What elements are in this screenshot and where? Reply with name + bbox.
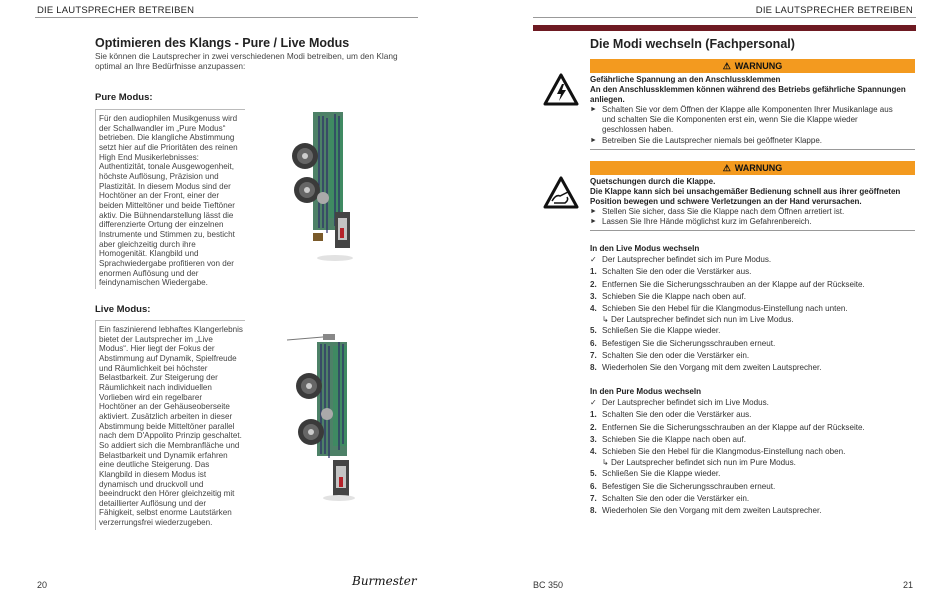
arrow-bullet-icon: ► — [590, 218, 597, 226]
procedure-step — [590, 446, 915, 458]
hand-crush-icon — [543, 176, 579, 210]
warning-body — [590, 73, 915, 150]
pure-mode-procedure — [590, 386, 915, 518]
indent — [590, 115, 602, 125]
body-text-line: High End Musikerlebnisses: — [99, 152, 199, 162]
right-page — [475, 0, 950, 605]
step-number: 4. — [590, 447, 597, 457]
body-text-line: aber gleichzeitig durch ihre — [99, 239, 196, 249]
step-text: Wiederholen Sie den Vorgang mit dem zweiten Lautsprecher. — [602, 506, 822, 516]
body-text-line: Belastbarkeit. Zur Steigerung der — [99, 373, 218, 383]
step-text: Schieben Sie den Hebel für die Klangmodus-Einstellung nach unten. — [602, 304, 848, 314]
body-text-line: Hochtöner an der Gehäuseoberseite — [99, 402, 230, 412]
warning-block-crush — [590, 161, 915, 231]
body-text-line: aktiv. Die Bühnendarstellung lässt die — [99, 210, 234, 220]
intro-line: optimal an Ihre Bedürfnisse anzupassen: — [95, 61, 246, 72]
step-text: Entfernen Sie die Sicherungsschrauben an der Klappe auf der Rückseite. — [602, 422, 865, 432]
procedure-step — [590, 350, 915, 362]
body-text-line: beeindruckt den Hörer gleichzeitig mit — [99, 489, 235, 499]
speaker-pure-mode-illustration — [285, 108, 355, 268]
warning-label: WARNUNG — [734, 163, 783, 173]
procedure-title: In den Pure Modus wechseln — [590, 387, 702, 396]
arrow-bullet-icon: ► — [590, 208, 597, 216]
body-text-line: beiden Mitteltöner und beide Tieftöner — [99, 200, 235, 210]
body-text-line: und Räumlichkeit bei höchster — [99, 363, 208, 373]
warning-triangle-icon: ⚠ — [722, 163, 731, 173]
body-text-line: Sprachwiedergabe profitieren von der — [99, 258, 234, 268]
step-number: 1. — [590, 410, 597, 420]
procedure-step — [590, 303, 915, 315]
warning-action-text: und schalten Sie die Komponenten erst ein, wenn Sie die Klappe wieder — [602, 115, 858, 125]
step-number: 5. — [590, 469, 597, 479]
procedure-step — [590, 505, 915, 517]
warning-action-line — [590, 125, 915, 135]
body-text-line: betrieben. Die klangliche Abstimmung — [99, 133, 235, 143]
warning-action-text: Stellen Sie sicher, dass Sie die Klappe nach dem Öffnen arretiert ist. — [602, 207, 845, 217]
step-number: 3. — [590, 434, 597, 444]
step-result-text: Der Lautsprecher befindet sich nun im Pure Modus. — [611, 458, 796, 468]
result-arrow-icon: ↳ — [602, 458, 612, 468]
warning-statement-line: Die Klappe kann sich bei unsachgemäßer Bedienung schnell aus ihrer geöffneten — [590, 187, 901, 197]
warning-title: Quetschungen durch die Klappe. — [590, 177, 716, 186]
step-text: Schieben Sie die Klappe nach oben auf. — [602, 434, 746, 444]
pure-mode-heading: Pure Modus: — [95, 92, 153, 103]
step-text: Schieben Sie die Klappe nach oben auf. — [602, 291, 746, 301]
body-text-line: aktiviert. Zusätzlich arbeiten in dieser — [99, 411, 233, 421]
body-text-line: verzerrungsfrei wiederzugeben. — [99, 518, 213, 528]
step-number: 7. — [590, 351, 597, 361]
step-result — [590, 315, 915, 325]
body-text-line: Für den audiophilen Musikgenuss wird — [99, 114, 238, 123]
body-text-line: So addiert sich die Membranfläche und — [99, 440, 240, 450]
step-text: Schließen Sie die Klappe wieder. — [602, 326, 721, 336]
body-text-line: Homogenität. Klangbild und — [99, 249, 199, 259]
body-text-line: Abstimmung beide Mitteltöner parallel — [99, 421, 235, 431]
procedure-step — [590, 422, 915, 434]
warning-action-line — [590, 136, 915, 146]
warning-action-text: geschlossen haben. — [602, 125, 674, 135]
live-mode-text — [95, 320, 245, 530]
page-number: 21 — [902, 580, 913, 590]
intro-text — [95, 51, 415, 72]
step-result — [590, 458, 915, 468]
body-text-line: Vorlieben wird ein regelbarer — [99, 392, 203, 402]
pure-mode-text — [95, 109, 245, 289]
warning-triangle-icon: ⚠ — [722, 61, 731, 71]
procedure-step — [590, 409, 915, 421]
body-text-line: Hochtöner an der Front, einer der — [99, 191, 220, 201]
step-number: 8. — [590, 363, 597, 373]
procedure-step — [590, 362, 915, 374]
precondition — [590, 254, 915, 266]
result-arrow-icon: ↳ — [602, 315, 612, 325]
checkmark-icon: ✓ — [590, 255, 597, 264]
body-text-line: setzt hier auf die Prioritäten des reinen — [99, 142, 238, 152]
body-text-line: Belastbarkeit und Dynamik erfahren — [99, 450, 228, 460]
header-rule — [35, 17, 418, 18]
procedure-step — [590, 266, 915, 278]
warning-statement-line: anliegen. — [590, 95, 625, 105]
warning-action-text: Schalten Sie vor dem Öffnen der Klappe alle Komponenten Ihrer Musikanlage aus — [602, 105, 893, 115]
body-text-line: dynamisch und druckvoll und — [99, 479, 204, 489]
body-text-line: Abstimmung auf Dynamik, Spielfreude — [99, 353, 237, 363]
step-text: Schalten Sie den oder die Verstärker ein. — [602, 351, 750, 361]
live-mode-procedure — [590, 243, 915, 375]
intro-line: Sie können die Lautsprecher in zwei verschiedenen Modi betreiben, um den Klang — [95, 51, 398, 61]
warning-label: WARNUNG — [734, 61, 783, 71]
precondition — [590, 397, 915, 409]
brand-logo: Burmester — [352, 574, 417, 588]
step-number: 8. — [590, 506, 597, 516]
arrow-bullet-icon: ► — [590, 106, 597, 114]
step-text: Befestigen Sie die Sicherungsschrauben erneut. — [602, 481, 776, 491]
live-mode-heading: Live Modus: — [95, 304, 151, 315]
model-name: BC 350 — [533, 580, 564, 590]
body-text-line: der Schallwandler im „Pure Modus“ — [99, 123, 226, 133]
accent-bar — [533, 25, 916, 31]
procedure-step — [590, 468, 915, 480]
warning-banner — [590, 59, 915, 73]
step-number: 2. — [590, 279, 597, 289]
page-number: 20 — [37, 580, 48, 590]
body-text-line: eine deutliche Steigerung. Das — [99, 460, 210, 470]
body-text-line: Instrumente und Stimmen zu, besticht — [99, 229, 235, 239]
warning-action-line — [590, 207, 915, 217]
step-text: Wiederholen Sie den Vorgang mit dem zweiten Lautsprecher. — [602, 363, 822, 373]
arrow-bullet-icon: ► — [590, 136, 597, 144]
warning-action-line — [590, 115, 915, 125]
procedure-step — [590, 493, 915, 505]
warning-title: Gefährliche Spannung an den Anschlussklemmen — [590, 75, 781, 84]
body-text-line: Modus“. Hier liegt der Fokus der — [99, 344, 215, 354]
step-text: Befestigen Sie die Sicherungsschrauben erneut. — [602, 338, 776, 348]
body-text-line: höchste Auflösung, Präzision und — [99, 171, 219, 181]
checkmark-icon: ✓ — [590, 398, 597, 407]
body-text-line: Ein faszinierend lebhaftes Klangerlebnis — [99, 325, 243, 334]
indent — [590, 125, 602, 135]
step-text: Schalten Sie den oder die Verstärker ein. — [602, 494, 750, 504]
step-number: 3. — [590, 291, 597, 301]
procedure-step — [590, 481, 915, 493]
step-number: 1. — [590, 267, 597, 277]
header-rule — [533, 17, 916, 18]
procedure-step — [590, 291, 915, 303]
warning-action-text: Betreiben Sie die Lautsprecher niemals bei geöffneter Klappe. — [602, 135, 822, 145]
step-number: 4. — [590, 304, 597, 314]
step-result-text: Der Lautsprecher befindet sich nun im Live Modus. — [611, 315, 794, 325]
body-text-line: enormen Auflösung und der — [99, 268, 199, 278]
procedure-step — [590, 338, 915, 350]
warning-block-voltage — [590, 59, 915, 150]
body-text-line: differenzierte Ortung der einzelnen — [99, 220, 224, 230]
page-title: Die Modi wechseln (Fachpersonal) — [590, 37, 795, 51]
procedure-step — [590, 325, 915, 337]
electric-shock-icon — [543, 73, 579, 107]
procedure-step — [590, 279, 915, 291]
warning-action-text: Lassen Sie Ihre Hände möglichst kurz im Gefahrenbereich. — [602, 217, 812, 227]
body-text-line: Plastizität. In diesem Modus sind der — [99, 181, 231, 191]
warning-statement-line: Position bewegen und schwere Verletzungen an der Hand verursachen. — [590, 197, 862, 207]
step-number: 6. — [590, 338, 597, 348]
step-text: Entfernen Sie die Sicherungsschrauben an der Klappe auf der Rückseite. — [602, 279, 865, 289]
step-text: Schieben Sie den Hebel für die Klangmodus-Einstellung nach oben. — [602, 447, 846, 457]
step-text: Schalten Sie den oder die Verstärker aus. — [602, 267, 752, 277]
warning-banner — [590, 161, 915, 175]
page-title: Optimieren des Klangs - Pure / Live Modus — [95, 36, 350, 50]
body-text-line: detaillierter Auflösung und der — [99, 498, 207, 508]
running-header: DIE LAUTSPRECHER BETREIBEN — [755, 5, 913, 16]
warning-statement-line: An den Anschlussklemmen können während des Betriebs gefährliche Spannungen — [590, 85, 906, 95]
step-number: 2. — [590, 422, 597, 432]
warning-action-line — [590, 217, 915, 227]
body-text-line: Räumlichkeit nach individuellen — [99, 382, 212, 392]
precondition-text: Der Lautsprecher befindet sich im Pure Modus. — [602, 255, 772, 264]
procedure-title: In den Live Modus wechseln — [590, 244, 700, 253]
precondition-text: Der Lautsprecher befindet sich im Live Modus. — [602, 398, 769, 407]
body-text-line: Authentizität, tonale Ausgewogenheit, — [99, 162, 234, 172]
warning-action-line — [590, 105, 915, 115]
step-number: 6. — [590, 481, 597, 491]
speaker-live-mode-illustration — [285, 332, 357, 502]
procedure-step — [590, 434, 915, 446]
body-text-line: feindynamischen Wiedergabe. — [99, 278, 208, 288]
body-text-line: Klangbild in diesem Modus ist — [99, 469, 207, 479]
step-text: Schließen Sie die Klappe wieder. — [602, 469, 721, 479]
step-text: Schalten Sie den oder die Verstärker aus. — [602, 410, 752, 420]
body-text-line: bietet der Lautsprecher im „Live — [99, 334, 213, 344]
body-text-line: Fähigkeit, selbst enorme Lautstärken — [99, 508, 232, 518]
body-text-line: nach dem D'Appolito Prinzip geschaltet. — [99, 431, 242, 441]
step-number: 5. — [590, 326, 597, 336]
step-number: 7. — [590, 494, 597, 504]
warning-body — [590, 175, 915, 231]
running-header: DIE LAUTSPRECHER BETREIBEN — [37, 5, 195, 16]
